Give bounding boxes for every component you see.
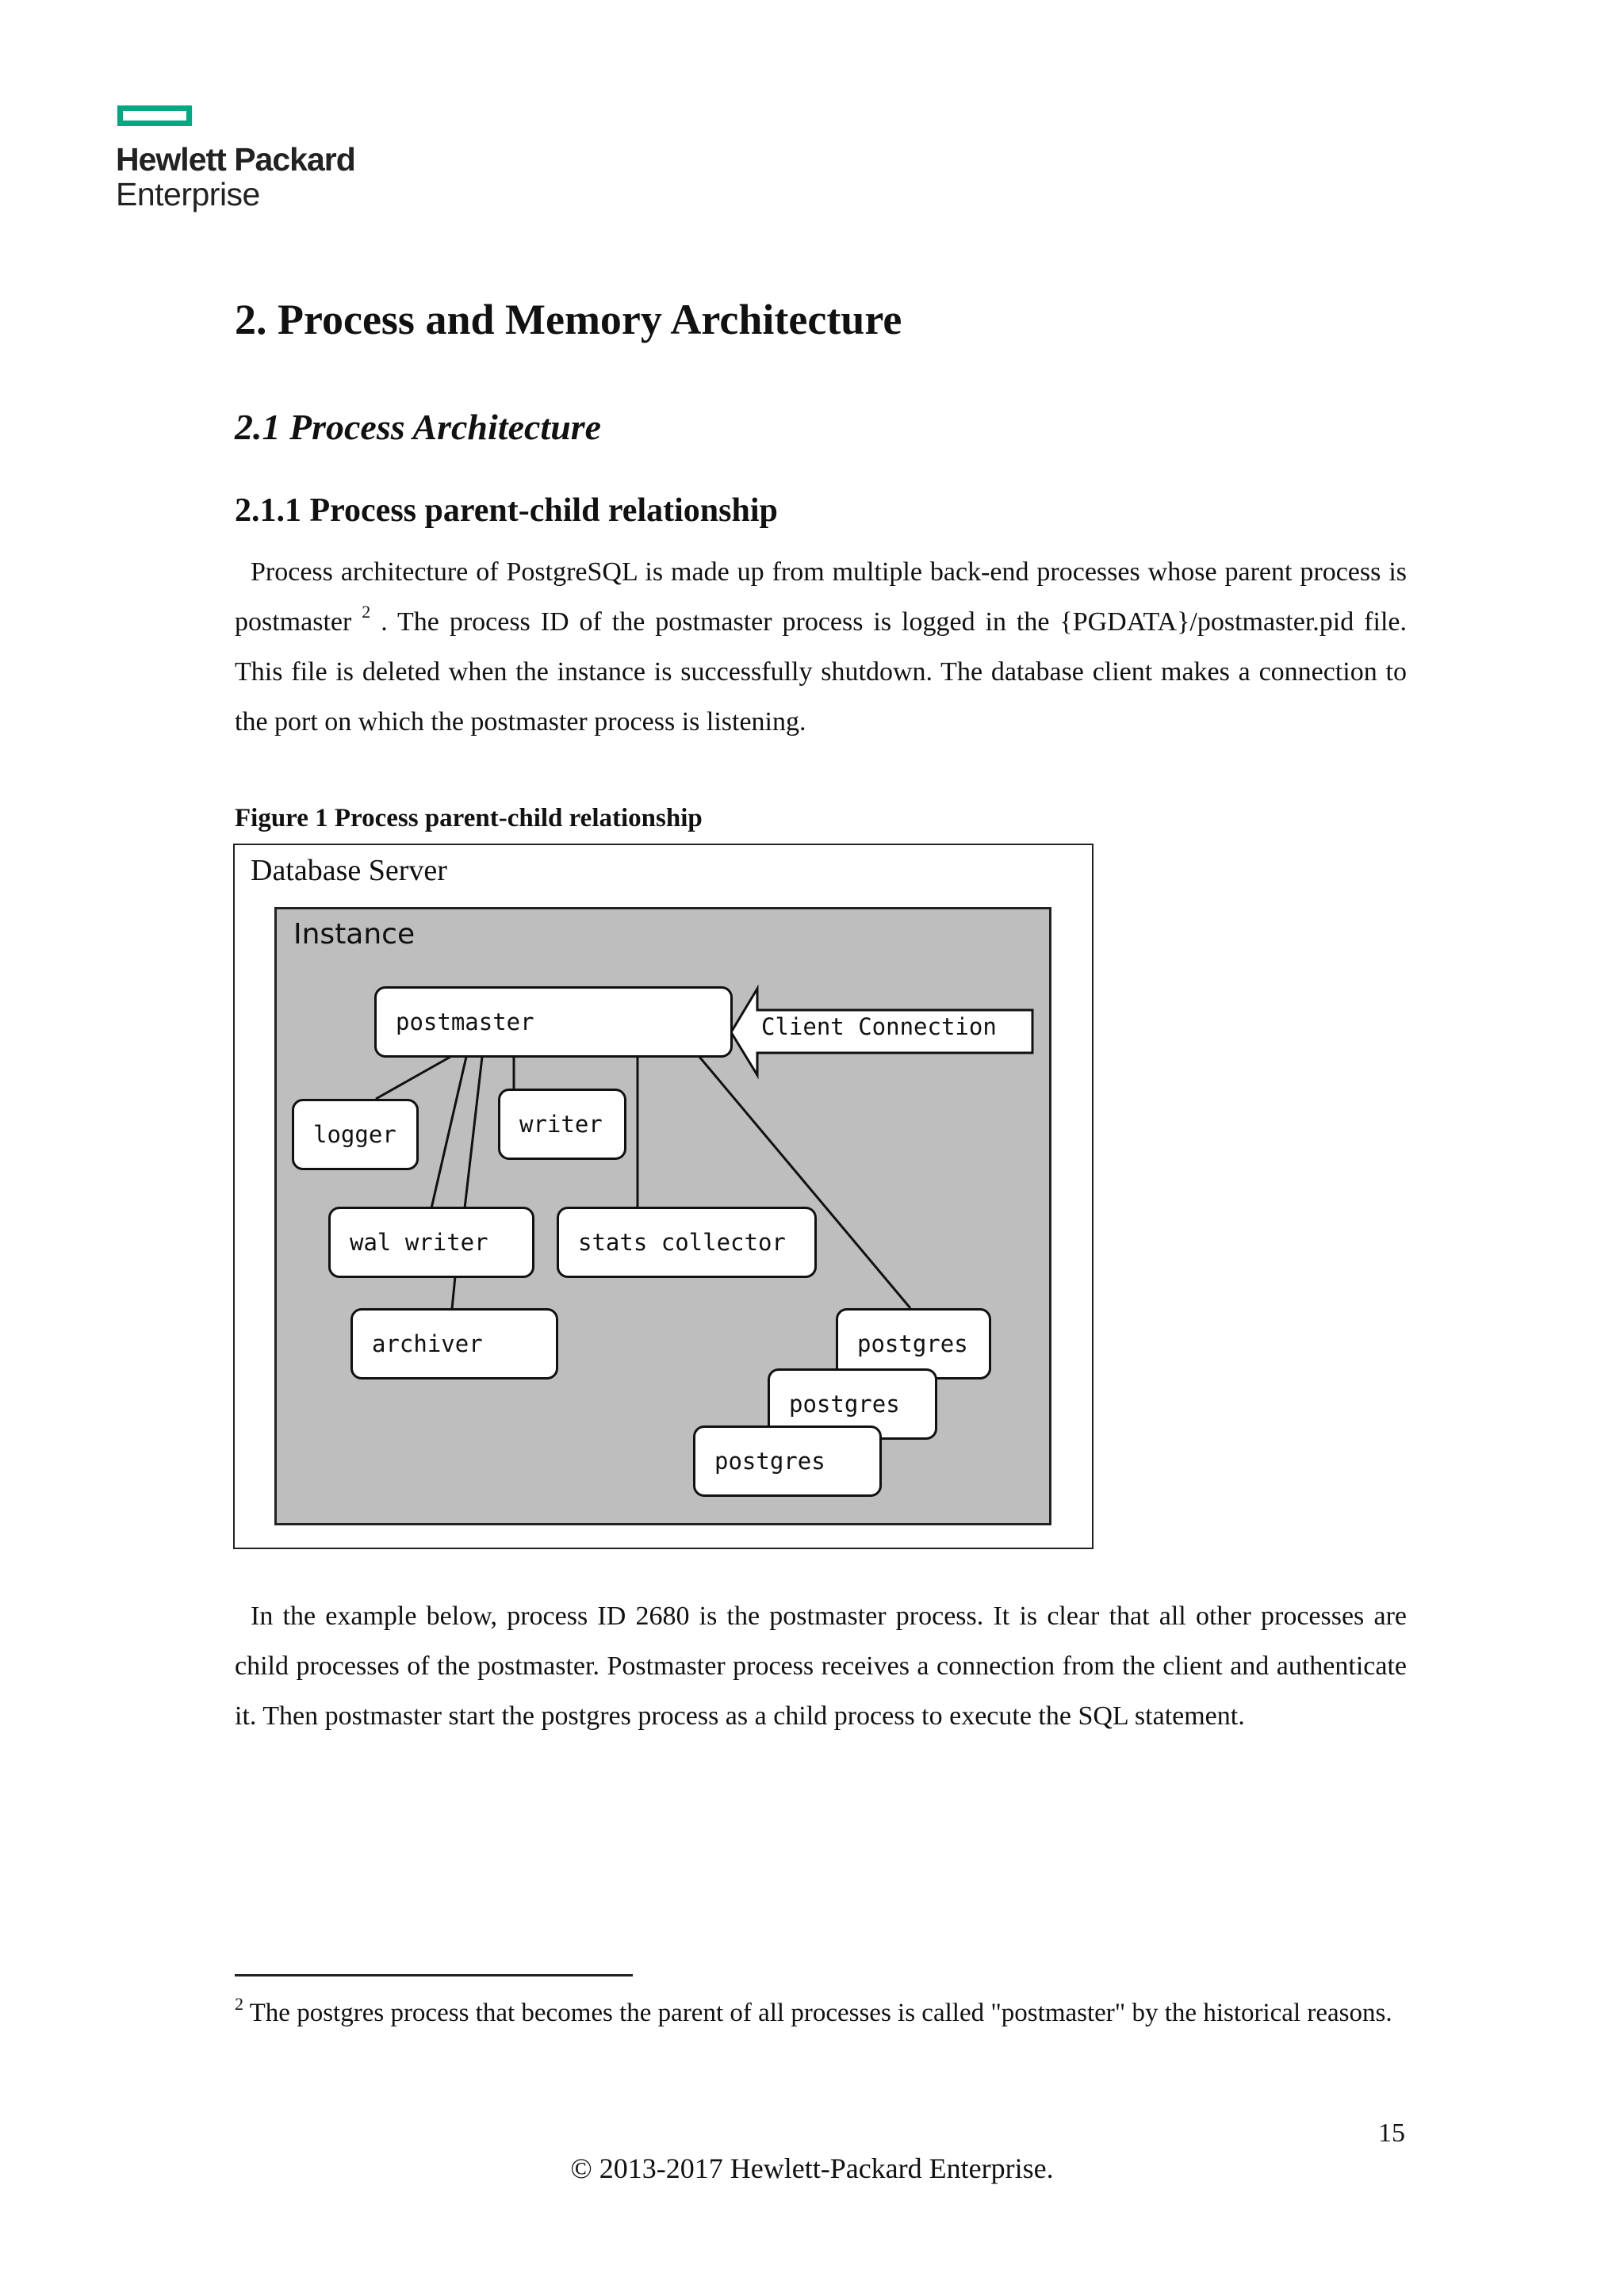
process-postgres-2-label: postgres [789,1391,900,1418]
process-logger [292,1099,419,1170]
database-server-label: Database Server [251,854,447,887]
process-postgres-3-label: postgres [714,1448,825,1475]
footnote-reference[interactable]: 2 [362,602,371,622]
process-logger-label: logger [313,1121,396,1148]
page-number: 15 [1378,2118,1405,2148]
connector-logger [376,1057,450,1099]
client-connection-label: Client Connection [761,1013,997,1040]
process-stats-collector-label: stats collector [578,1229,786,1256]
process-postmaster-label: postmaster [396,1008,534,1035]
instance-label: Instance [293,918,416,951]
paragraph-example: In the example below, process ID 2680 is the postmaster process. It is clear that all other processes are child processes of the postmaster. Postmaster process receives a connection from the client and authenticate it. Then postmaster start the postgres process as a child process to execute the SQL statement. [235,1601,1407,1731]
footnote [235,1988,1407,2038]
process-postgres-3 [693,1425,882,1497]
footnote-text: The postgres process that becomes the parent of all processes is called "postmaster" by the historical reasons. [243,1999,1392,2027]
process-wal-writer [328,1207,534,1278]
section-heading: 2.1 Process Architecture [235,407,602,447]
figure-caption: Figure 1 Process parent-child relationship [235,804,703,832]
connector-wal-writer-a [431,1057,466,1208]
process-postgres-1-label: postgres [857,1330,968,1357]
connector-archiver [452,1276,455,1309]
copyright-notice: © 2013-2017 Hewlett-Packard Enterprise. [570,2152,1054,2184]
connector-wal-writer-b [465,1057,482,1208]
subsection-heading: 2.1.1 Process parent-child relationship [235,492,778,529]
logo-text-line2: Enterprise [116,176,260,212]
logo-text-line1: Hewlett Packard [116,141,355,178]
process-writer-label: writer [519,1111,603,1138]
footnote-divider [235,1974,633,1976]
process-archiver [350,1308,558,1380]
process-archiver-label: archiver [372,1330,483,1357]
footnote-marker: 2 [235,1994,243,2014]
process-postmaster [374,986,733,1058]
process-wal-writer-label: wal writer [350,1229,488,1256]
paragraph-intro-text-a: Process architecture of PostgreSQL is made up from multiple back-end processes whose parent process is postmaster [235,557,1407,637]
chapter-heading: 2. Process and Memory Architecture [235,296,902,343]
process-stats-collector [557,1207,817,1278]
process-writer [498,1089,626,1160]
paragraph-intro-text-b: . The process ID of the postmaster process is logged in the {PGDATA}/postmaster.pid file. This file is deleted when the instance is successfully shutdown. The database client makes a connection to the port on which the postmaster process is listening. [235,607,1407,737]
